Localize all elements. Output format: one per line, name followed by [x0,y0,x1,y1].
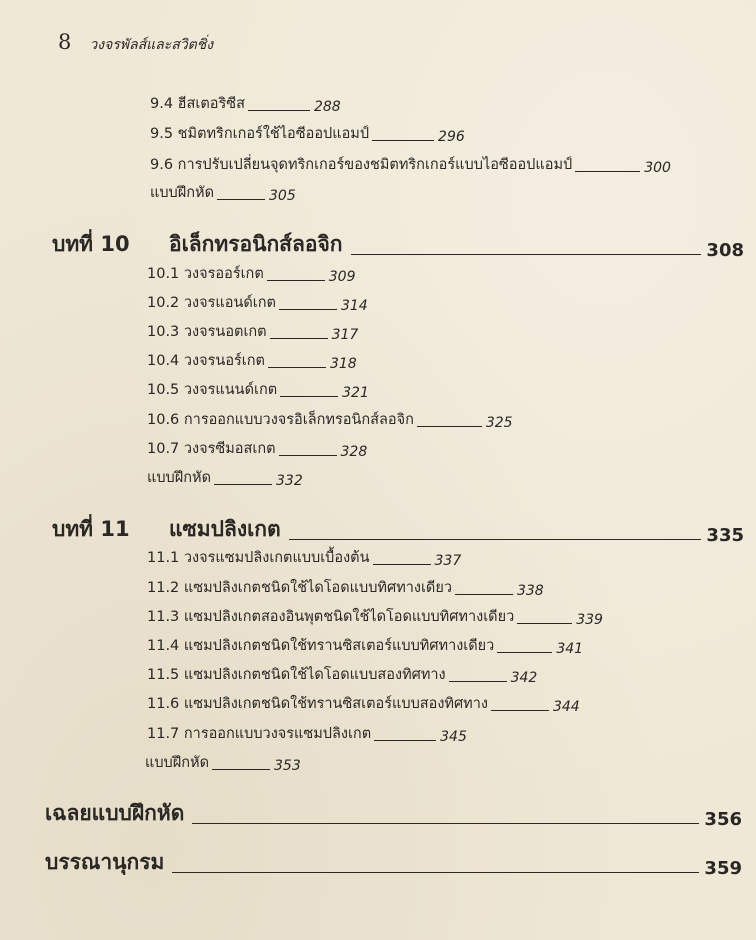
toc-entry [147,408,513,431]
page-header [58,30,213,56]
toc-entry-page: 341 [556,641,584,657]
toc-entry [147,663,537,686]
dot-leader [289,539,702,540]
toc-entry [150,92,341,115]
chapter-page: 335 [706,525,744,546]
toc-back-matter-entry [45,846,742,879]
toc-entry-page: 337 [434,553,462,569]
back-matter-label: บรรณานุกรม [45,850,165,874]
toc-entry-label: 10.6 การออกแบบวงจรอิเล็กทรอนิกส์ลอจิก [147,412,414,428]
toc-entry [147,692,580,715]
chapter-number: บทที่ 11 [52,517,130,541]
dot-leader [455,594,513,595]
toc-entry-page: 353 [274,758,301,774]
toc-entry-label: 10.4 วงจรนอร์เกต [147,353,265,369]
toc-entry-page: 342 [510,670,538,686]
toc-entry [147,466,303,489]
toc-entry-page: 328 [340,444,368,460]
dot-leader [373,564,431,565]
toc-entry-page: 345 [440,729,467,745]
toc-entry-label: 10.2 วงจรแอนด์เกต [147,295,276,311]
toc-entry-page: 305 [269,188,296,204]
toc-back-matter-entry [45,797,742,830]
chapter-page: 308 [706,240,744,261]
toc-entry-label: 11.4 แซมปลิงเกตชนิดใช้ทรานซิสเตอร์แบบทิศทางเดียว [147,638,495,654]
toc-entry-label: แบบฝึกหัด [147,470,212,486]
dot-leader [248,110,310,111]
toc-entry [150,181,296,204]
back-matter-page: 359 [704,858,742,879]
toc-entry-page: 338 [516,583,544,599]
toc-entry-label: 11.3 แซมปลิงเกตสองอินพุตชนิดใช้ไดโอดแบบทิศทางเดียว [147,609,515,625]
toc-entry-page: 325 [485,415,513,431]
toc-entry-label: 11.1 วงจรแซมปลิงเกตแบบเบื้องต้น [147,550,370,566]
dot-leader [280,396,338,397]
toc-entry-page: 344 [552,699,580,715]
dot-leader [270,338,328,339]
toc-entry [147,437,367,460]
chapter-heading [52,513,744,546]
toc-entry-label: 10.1 วงจรออร์เกต [147,266,264,282]
toc-entry [147,349,357,372]
toc-entry-page: 321 [342,385,369,401]
dot-leader [374,740,436,741]
toc-entry-page: 317 [331,327,359,343]
toc-entry [150,153,671,176]
toc-entry [147,320,358,343]
toc-entry-page: 339 [576,612,603,628]
toc-entry-page: 300 [644,160,671,176]
dot-leader [517,623,572,624]
dot-leader [351,254,702,255]
toc-entry [145,751,301,774]
dot-leader [491,710,549,711]
toc-entry-label: 9.4 ฮีสเตอริซีส [150,96,245,112]
dot-leader [217,199,265,200]
toc-entry-page: 332 [276,473,303,489]
toc-entry-label: 10.3 วงจรนอตเกต [147,324,267,340]
toc-entry [147,378,369,401]
chapter-title: อิเล็กทรอนิกส์ลอจิก [169,232,343,256]
dot-leader [214,484,272,485]
dot-leader [172,872,699,873]
toc-entry-label: 11.7 การออกแบบวงจรแซมปลิงเกต [147,726,372,742]
toc-entry-label: 11.2 แซมปลิงเกตชนิดใช้ไดโอดแบบทิศทางเดียว [147,580,452,596]
back-matter-page: 356 [704,809,742,830]
chapter-title: แซมปลิงเกต [169,517,281,541]
toc-entry [147,634,583,657]
toc-entry-label: แบบฝึกหัด [145,755,210,771]
dot-leader [212,769,270,770]
dot-leader [268,367,326,368]
toc-entry-page: 296 [438,129,465,145]
toc-entry-page: 318 [329,356,357,372]
toc-entry-label: 10.5 วงจรแนนด์เกต [147,382,278,398]
toc-entry [147,576,544,599]
running-title: วงจรพัลส์และสวิตชิ่ง [89,37,214,53]
toc-entry-label: 10.7 วงจรซีมอสเกต [147,441,276,457]
toc-entry-label: 9.5 ชมิตทริกเกอร์ใช้ไอซีออปแอมป์ [150,126,370,142]
toc-entry-page: 288 [313,99,341,115]
dot-leader [279,309,337,310]
dot-leader [192,823,699,824]
dot-leader [417,426,482,427]
toc-entry [147,291,368,314]
dot-leader [575,171,640,172]
page-number: 8 [58,30,72,54]
toc-entry-label: 11.5 แซมปลิงเกตชนิดใช้ไดโอดแบบสองทิศทาง [147,667,446,683]
chapter-heading [52,228,744,261]
toc-entry-label: 9.6 การปรับเปลี่ยนจุดทริกเกอร์ของชมิตทริกเกอร์แบบไอซีออปแอมป์ [150,157,573,173]
chapter-number: บทที่ 10 [52,232,130,256]
back-matter-label: เฉลยแบบฝึกหัด [45,801,185,825]
toc-entry [147,546,461,569]
dot-leader [279,455,337,456]
dot-leader [372,140,434,141]
dot-leader [267,280,325,281]
toc-entry [147,605,603,628]
toc-entry-page: 314 [340,298,368,314]
toc-entry-label: 11.6 แซมปลิงเกตชนิดใช้ทรานซิสเตอร์แบบสองทิศทาง [147,696,488,712]
toc-entry [150,122,465,145]
toc-entry [147,722,467,745]
toc-entry [147,262,356,285]
dot-leader [449,681,507,682]
toc-entry-label: แบบฝึกหัด [150,185,215,201]
dot-leader [497,652,552,653]
toc-entry-page: 309 [328,269,356,285]
